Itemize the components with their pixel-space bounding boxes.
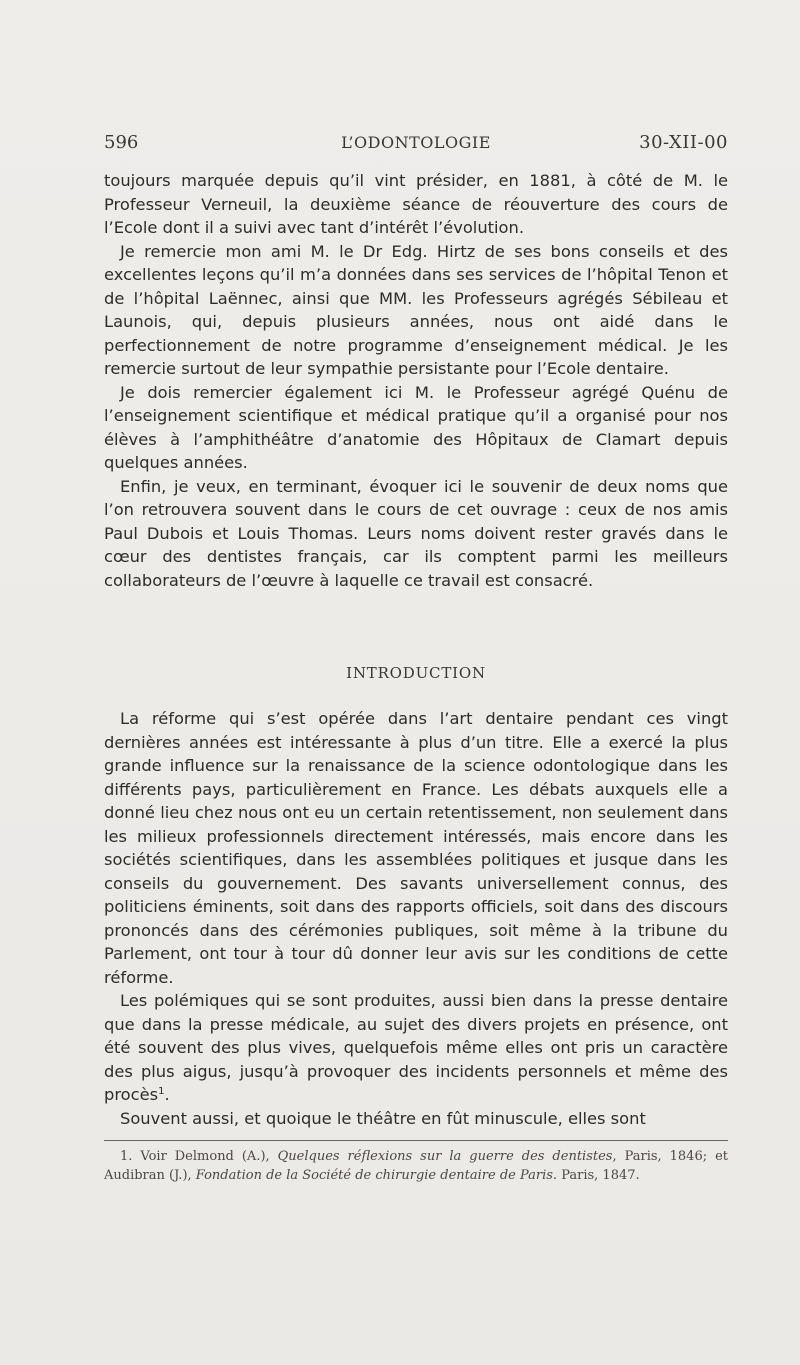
footnote-number: 1.	[120, 1149, 133, 1164]
page-number: 596	[104, 132, 139, 153]
footnote	[104, 1147, 728, 1185]
footnote-divider	[104, 1140, 728, 1141]
paragraph-text: Les polémiques qui se sont produites, aussi bien dans la presse dentaire que dans la presse médicale, au sujet des divers projets en présence, ont été souvent des plus vives, quelquefois même elles ont pris un caractère des plus aigus, jusqu’à provoquer des incidents personnels et même des procès	[104, 991, 728, 1104]
footnote-text: Paris, 1847.	[561, 1168, 640, 1183]
footnote-text: , Paris, 1846; et Audibran (J.),	[104, 1149, 728, 1183]
running-header	[104, 132, 728, 158]
footnote-work-title: Fondation de la Société de chirurgie dentaire de Paris.	[195, 1168, 558, 1183]
header-date: 30-XII-00	[639, 132, 728, 153]
paragraph: Enfin, je veux, en terminant, évoquer ici le souvenir de deux noms que l’on retrouvera souvent dans le cours de cet ouvrage : ceux de nos amis Paul Dubois et Louis Thomas. Leurs noms doivent rester gravés dans le cœur des dentistes français, car ils comptent parmi les meilleurs collaborateurs de l’œuvre à laquelle ce travail est consacré.	[104, 476, 728, 590]
footnote-work-title: Quelques réflexions sur la guerre des dentistes	[277, 1149, 613, 1164]
paragraph: toujours marquée depuis qu’il vint présider, en 1881, à côté de M. le Professeur Verneuil, la deuxième séance de réouverture des cours de l’Ecole dont il a suivi avec tant d’intérêt l’évolution.	[104, 171, 728, 237]
running-title: L’ODONTOLOGIE	[341, 133, 491, 152]
paragraph: La réforme qui s’est opérée dans l’art dentaire pendant ces vingt dernières années est intéressante à plus d’un titre. Elle a exercé la plus grande influence sur la renaissance de la science odontologique dans les différents pays, particulièrement en France. Les débats auxquels elle a donné lieu chez nous ont eu un certain retentissement, non seulement dans les milieux professionnels directement intéressés, mais encore dans les sociétés scientifiques, dans les assemblées politiques et jusque dans les conseils du gouvernement. Des savants universellement connus, des politiciens éminents, soit dans des rapports officiels, soit dans des discours prononcés dans des cérémonies publiques, soit même à la tribune du Parlement, ont tour à tour dû donner leur avis sur les conditions de cette réforme.	[104, 709, 728, 987]
text-block-introduction	[104, 707, 728, 1130]
footnotes	[104, 1147, 728, 1185]
footnote-reference: 1	[158, 1086, 165, 1097]
paragraph: Je dois remercier également ici M. le Professeur agrégé Quénu de l’enseignement scientifique et médical pratique qu’il a organisé pour nos élèves à l’amphithéâtre d’anatomie des Hôpitaux de Clamart depuis quelques années.	[104, 382, 728, 472]
footnote-text: Voir Delmond (A.),	[140, 1149, 270, 1164]
text-block-acknowledgements	[104, 169, 728, 592]
paragraph: Les polémiques qui se sont produites, aussi bien dans la presse dentaire que dans la presse médicale, au sujet des divers projets en présence, ont été souvent des plus vives, quelquefois même elles ont pris un caractère des plus aigus, jusqu’à provoquer des incidents personnels et même des procès$^1$.	[104, 991, 728, 1104]
paragraph: Je remercie mon ami M. le Dr Edg. Hirtz de ses bons conseils et des excellentes leçons qu’il m’a données dans ses services de l’hôpital Tenon et de l’hôpital Laënnec, ainsi que MM. les Professeurs agrégés Sébileau et Launois, qui, depuis plusieurs années, nous ont aidé dans le perfectionnement de notre programme d’enseignement médical. Je les remercie surtout de leur sympathie persistante pour l’Ecole dentaire.	[104, 241, 728, 378]
paragraph: Souvent aussi, et quoique le théâtre en fût minuscule, elles sont	[120, 1108, 646, 1128]
section-heading: INTRODUCTION	[346, 664, 486, 682]
